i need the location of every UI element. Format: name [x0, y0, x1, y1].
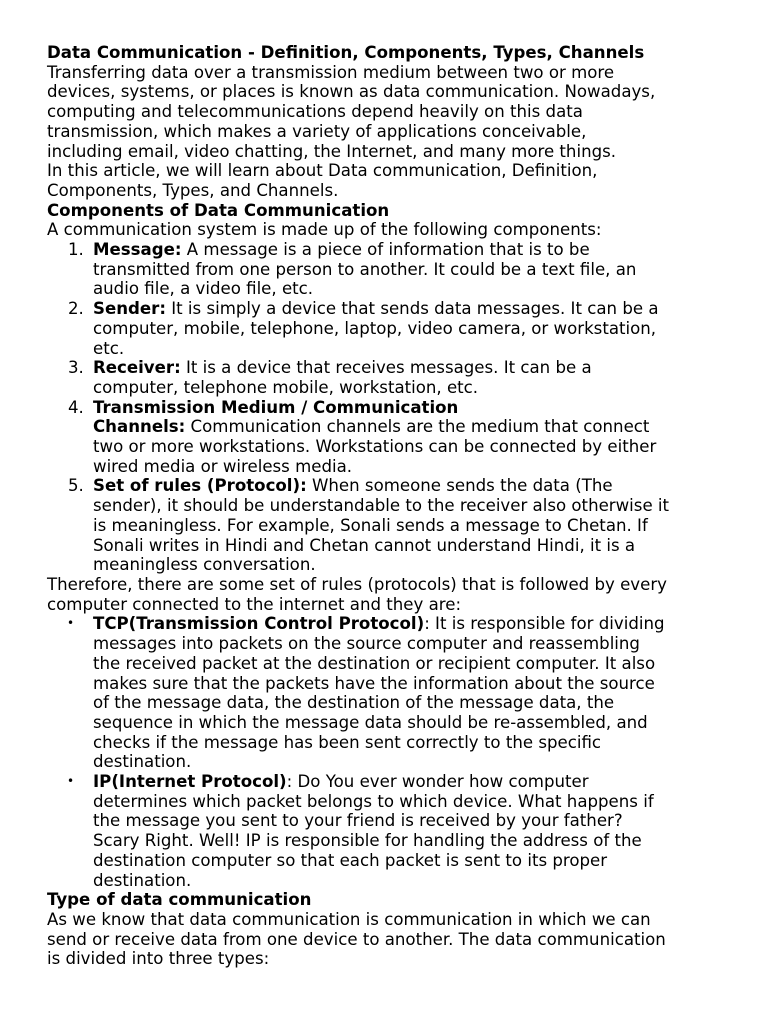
document-page: [47, 43, 723, 969]
list-item-text: Sonali writes in Hindi and Chetan cannot understand Hindi, it is a: [93, 535, 636, 555]
protocols-list: [47, 614, 723, 890]
list-item-text: wired media or wireless media.: [93, 456, 353, 476]
list-item-text: sequence in which the message data should be re-assembled, and: [93, 712, 648, 732]
list-item-text: sender), it should be understandable to the receiver also otherwise it: [93, 496, 670, 516]
intro-paragraph: [47, 63, 723, 201]
list-item-sender: [47, 299, 723, 358]
intro-line: Components, Types, and Channels.: [47, 180, 339, 200]
list-item-text: Scary Right. Well! IP is responsible for handling the address of the: [93, 831, 642, 851]
term-receiver: Receiver:: [93, 358, 181, 378]
list-item-text: checks if the message has been sent correctly to the specific: [93, 732, 602, 752]
list-item-text: destination.: [93, 870, 192, 890]
term-channels: Channels:: [93, 417, 186, 437]
term-ip: IP(Internet Protocol): [93, 772, 287, 792]
types-intro: [47, 910, 723, 969]
list-item-text: destination.: [93, 752, 192, 772]
term-tcp: TCP(Transmission Control Protocol): [93, 614, 425, 634]
list-number: 3.: [68, 358, 84, 378]
list-item-text: It is simply a device that sends data messages. It can be a: [165, 299, 659, 319]
protocols-intro: [47, 575, 723, 614]
list-number: 5.: [68, 476, 84, 496]
bullet-icon: •: [67, 616, 75, 631]
types-heading: Type of data communication: [47, 890, 312, 910]
list-item-text: : It is responsible for dividing: [424, 614, 665, 634]
list-number: 1.: [68, 240, 84, 260]
list-item-tcp: [47, 614, 723, 772]
list-number: 2.: [68, 299, 84, 319]
list-item-text: makes sure that the packets have the information about the source: [93, 673, 655, 693]
types-intro-line: is divided into three types:: [47, 949, 270, 969]
list-item-text: determines which packet belongs to which device. What happens if: [93, 791, 654, 811]
list-item-receiver: [47, 358, 723, 397]
list-item-text: meaningless conversation.: [93, 555, 316, 575]
bullet-icon: •: [67, 774, 75, 789]
list-item-text: messages into packets on the source computer and reassembling: [93, 634, 640, 654]
components-intro: A communication system is made up of the following components:: [47, 220, 602, 240]
types-intro-line: send or receive data from one device to another. The data communication: [47, 929, 666, 949]
list-item-message: [47, 240, 723, 299]
list-item-text: It is a device that receives messages. It can be a: [180, 358, 592, 378]
list-item-text: destination computer so that each packet is sent to its proper: [93, 850, 608, 870]
types-intro-line: As we know that data communication is communication in which we can: [47, 909, 651, 929]
term-message: Message:: [93, 240, 182, 260]
list-item-text: etc.: [93, 338, 125, 358]
document-title: Data Communication - Definition, Components, Types, Channels: [47, 43, 645, 62]
list-item-text: the received packet at the destination or recipient computer. It also: [93, 653, 656, 673]
list-item-text: : Do You ever wonder how computer: [286, 772, 589, 792]
list-item-text: computer, mobile, telephone, laptop, video camera, or workstation,: [93, 318, 657, 338]
intro-line: In this article, we will learn about Data communication, Definition,: [47, 161, 598, 181]
list-item-text: A message is a piece of information that is to be: [181, 240, 590, 260]
intro-line: Transferring data over a transmission medium between two or more: [47, 62, 615, 82]
components-list: [47, 240, 723, 575]
list-item-text: computer, telephone mobile, workstation, etc.: [93, 377, 479, 397]
list-number: 4.: [68, 397, 84, 417]
protocols-intro-line: Therefore, there are some set of rules (protocols) that is followed by every: [47, 574, 667, 594]
term-protocol: Set of rules (Protocol):: [93, 476, 307, 496]
term-transmission-medium: Transmission Medium / Communication: [93, 397, 459, 417]
intro-line: computing and telecommunications depend heavily on this data: [47, 102, 583, 122]
intro-line: transmission, which makes a variety of applications conceivable,: [47, 121, 587, 141]
protocols-intro-line: computer connected to the internet and they are:: [47, 594, 462, 614]
list-item-text: audio file, a video file, etc.: [93, 279, 314, 299]
list-item-text: two or more workstations. Workstations can be connected by either: [93, 437, 657, 457]
list-item-ip: [47, 772, 723, 890]
list-item-text: Communication channels are the medium that connect: [185, 417, 650, 437]
intro-line: devices, systems, or places is known as data communication. Nowadays,: [47, 82, 656, 102]
intro-line: including email, video chatting, the Internet, and many more things.: [47, 141, 617, 161]
list-item-protocol: [47, 476, 723, 575]
list-item-text: is meaningless. For example, Sonali sends a message to Chetan. If: [93, 515, 648, 535]
list-item-transmission-medium: [47, 398, 723, 477]
list-item-text: transmitted from one person to another. It could be a text file, an: [93, 259, 637, 279]
list-item-text: of the message data, the destination of the message data, the: [93, 693, 615, 713]
components-heading: Components of Data Communication: [47, 200, 390, 220]
list-item-text: When someone sends the data (The: [306, 476, 613, 496]
term-sender: Sender:: [93, 299, 166, 319]
list-item-text: the message you sent to your friend is received by your father?: [93, 811, 623, 831]
